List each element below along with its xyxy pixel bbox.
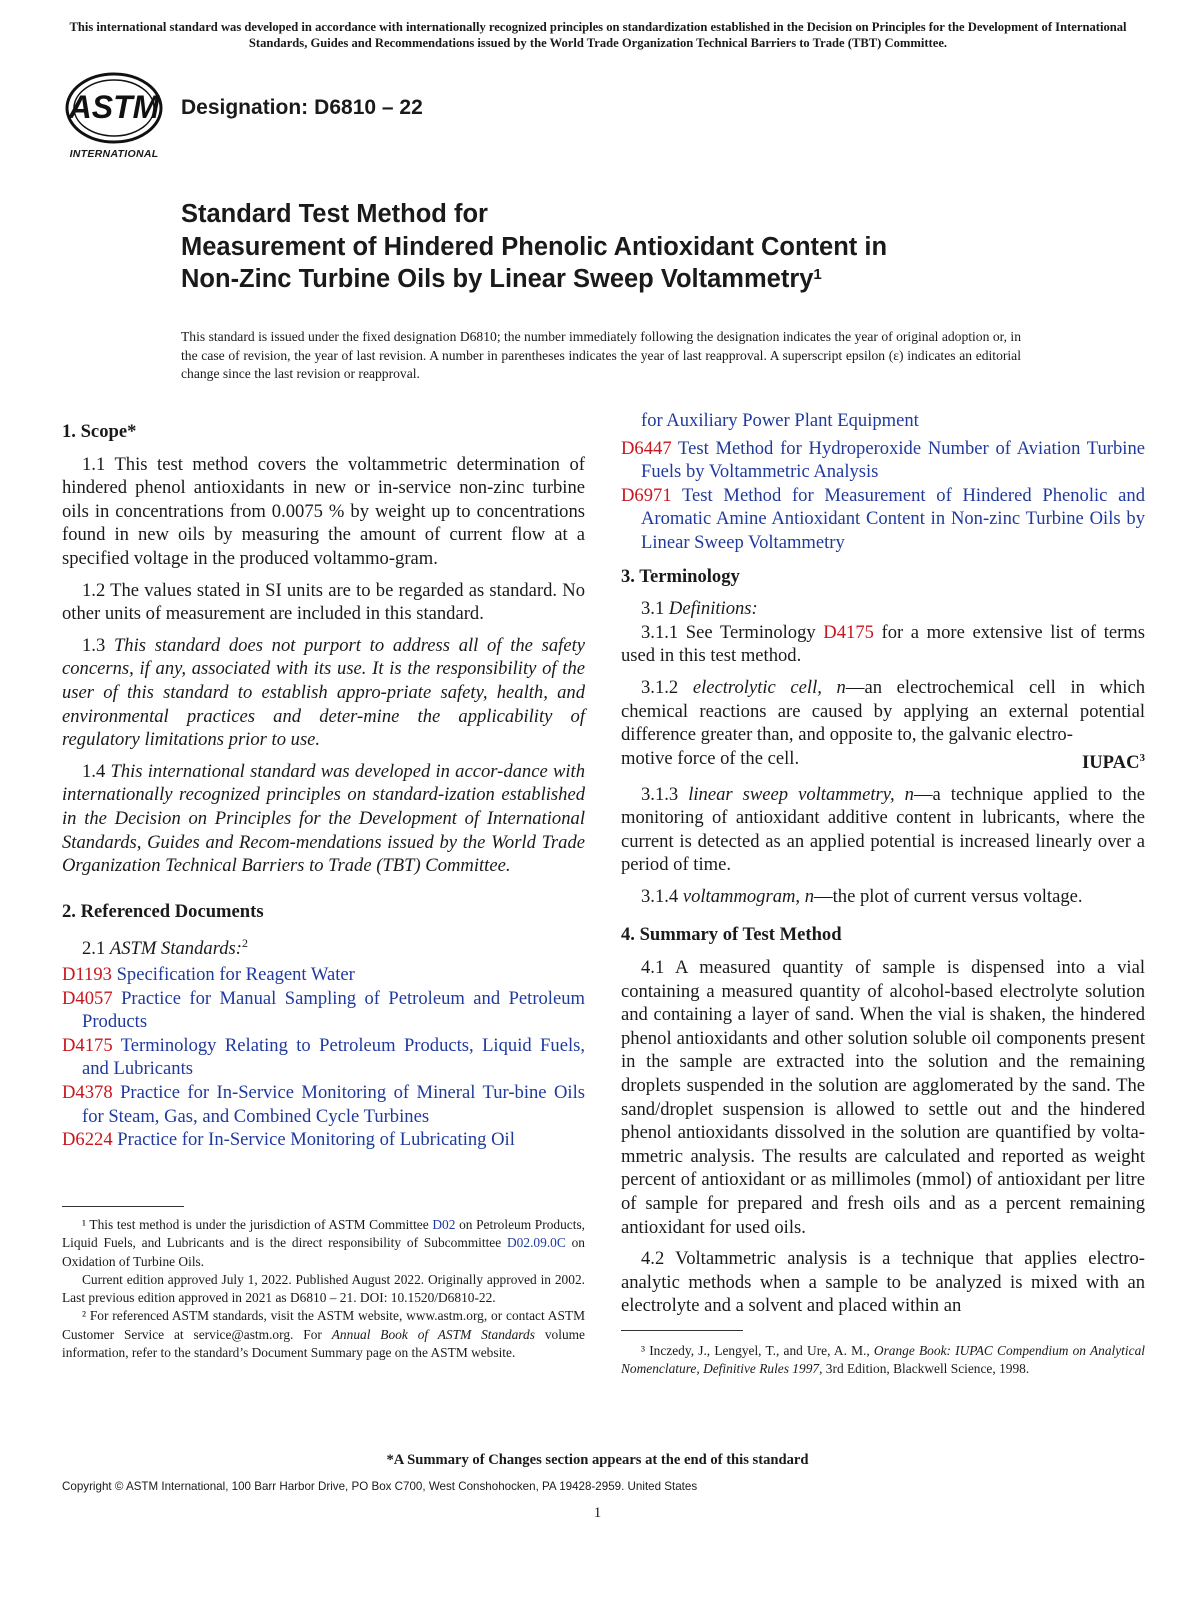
astm-logo — [64, 70, 164, 164]
reference-title[interactable]: Practice for In-Service Monitoring of Lubricating Oil — [117, 1129, 515, 1151]
astm-international-label: INTERNATIONAL — [69, 148, 159, 160]
footnote-rule-right — [621, 1330, 743, 1331]
reference-item-d6224[interactable] — [62, 1128, 585, 1152]
para-3-1-2-end: motive force of the cell. IUPAC$^3$ — [621, 747, 1145, 773]
reference-title[interactable]: Practice for In-Service Monitoring of Mineral Tur-bine Oils for Steam, Gas, and Combined Cycle Turbines — [82, 1082, 585, 1127]
footnote-3: ³ Inczedy, J., Lengyel, T., and Ure, A. M., Orange Book: IUPAC Compendium on Analytical Nomenclature, Definitive Rules 1997, 3rd Edition, Blackwell Science, 1998. — [621, 1343, 1145, 1377]
reference-list — [62, 963, 585, 1152]
reference-continued: for Auxiliary Power Plant Equipment — [641, 410, 919, 431]
copyright: Copyright © ASTM International, 100 Barr Harbor Drive, PO Box C700, West Conshohocken, PA 19428-2959. United States — [62, 1480, 698, 1493]
footnote-rule-left — [62, 1206, 184, 1207]
reference-item-d4378[interactable] — [62, 1081, 585, 1128]
link-d4175[interactable]: D4175 — [823, 621, 874, 643]
footnote-1-edition: Current edition approved July 1, 2022. Published August 2022. Originally approved in 2002. Last previous edition approved in 2021 as D6810 – 21. DOI: 10.1520/D6810-22. — [62, 1271, 585, 1306]
title-footnote-mark: 1 — [813, 266, 822, 283]
reference-code[interactable]: D6447 — [621, 437, 672, 459]
reference-title[interactable]: Specification for Reagent Water — [116, 964, 355, 986]
referenced-heading: 2. Referenced Documents — [62, 900, 264, 922]
reference-item-d6971[interactable] — [621, 484, 1145, 555]
right-column — [621, 409, 1145, 1326]
para-1-4: 1.4 This international standard was developed in accor-dance with internationally recognized principles on standard-ization established in the Decision on Principles for the Development of International Standards, Guides and Recom-mendations issued by the World Trade Organization Technical Barriers to Trade (TBT) Committee. — [62, 760, 585, 877]
para-3-1-4: 3.1.4 voltammogram, n—the plot of current versus voltage. — [641, 885, 1083, 907]
para-1-3: 1.3 This standard does not purport to address all of the safety concerns, if any, associated with its use. It is the responsibility of the user of this standard to establish appro-priate safety, health, and environmental practices and deter-mine the applicability of regulatory limitations prior to use. — [62, 634, 585, 751]
reference-item-d4175[interactable] — [62, 1034, 585, 1081]
reference-title[interactable]: Terminology Relating to Petroleum Products, Liquid Fuels, and Lubricants — [82, 1034, 585, 1080]
reference-code[interactable]: D6224 — [62, 1129, 113, 1151]
designation-code: D6810 – 22 — [314, 96, 423, 119]
reference-list-continued — [621, 437, 1145, 555]
designation-label: Designation: — [181, 96, 309, 119]
para-3-1-1: 3.1.1 See Terminology D4175 for a more extensive list of terms used in this test method. — [621, 621, 1146, 667]
para-3-1-3: 3.1.3 linear sweep voltammetry, n—a technique applied to the monitoring of antioxidant additive content in lubricants, where the current is detected as an applied potential is increased linearly over a period of time. — [621, 783, 1145, 876]
astm-logo-icon — [64, 70, 164, 148]
designation — [181, 96, 423, 120]
para-3-1-2: 3.1.2 electrolytic cell, n—an electrochemical cell in which chemical reactions are caused by applying an external potential difference greater than, and opposite to, the galvanic electro- — [621, 676, 1145, 746]
reference-title[interactable]: Test Method for Hydroperoxide Number of Aviation Turbine Fuels by Voltammetric Analysis — [641, 437, 1146, 483]
tbt-notice: This international standard was developed in accordance with internationally recognized principles on standardization established in the Decision on Principles for the Development of International Standards, Guides and Recommendations issued by the World Trade Organization Technical Barriers to Trade (TBT) Committee. — [69, 20, 1127, 50]
para-4-2: 4.2 Voltammetric analysis is a technique that applies electro-analytic methods when a sample to be analyzed is mixed with an electrolyte and a solvent and placed within an — [621, 1248, 1145, 1317]
reference-title[interactable]: Practice for Manual Sampling of Petroleum and Petroleum Products — [82, 987, 585, 1033]
summary-heading: 4. Summary of Test Method — [621, 924, 842, 946]
iupac-label: IUPAC$^3$ — [1082, 751, 1145, 773]
summary-of-changes-note: *A Summary of Changes section appears at the end of this standard — [386, 1452, 809, 1468]
reference-item-d4057[interactable] — [62, 987, 585, 1034]
astm-wordmark: ASTM — [68, 89, 160, 125]
footnotes-right — [621, 1342, 1145, 1379]
title-line-3: Non-Zinc Turbine Oils by Linear Sweep Voltammetry$^1$ — [181, 265, 822, 293]
para-1-2: 1.2 The values stated in SI units are to be regarded as standard. No other units of measurement are included in this standard. — [62, 579, 585, 625]
left-column — [62, 420, 585, 1152]
reference-code[interactable]: D1193 — [62, 964, 112, 986]
para-4-1: 4.1 A measured quantity of sample is dispensed into a vial containing a measured quantity of alcohol-based electrolyte solution and containing a layer of sand. When the vial is shaken, the hindered phenol antioxidants and other solution soluble oil components present in the sample are extracted into the solution and the remaining droplets suspended in the solution are agglomerated by the sand. The sand/droplet suspension is allowed to settle out and the hindered phenol antioxidants dissolved in the solution are quantified by volta-mmetric analysis. The results are calculated and reported as weight percent of antioxidant or as millimoles (mmol) of antioxidant per litre of sample for prepared and fresh oils and as a percent remaining antioxidant for used oils. — [621, 957, 1145, 1238]
reference-title[interactable]: Test Method for Measurement of Hindered Phenolic and Aromatic Amine Antioxidant Content in Non-zinc Turbine Oils by Linear Sweep Voltammetry — [641, 484, 1145, 553]
para-1-1: 1.1 This test method covers the voltammetric determination of hindered phenol antioxidants in new or in-service non-zinc turbine oils in concentrations from 0.0075 % by weight up to concentrations found in new oils by measuring the amount of current flow at a specified voltage in the produced voltammo-gram. — [62, 453, 585, 569]
reference-item-d6447[interactable] — [621, 437, 1145, 484]
link-d02-09-0c[interactable]: D02.09.0C — [507, 1235, 566, 1251]
footnotes-left — [62, 1216, 585, 1362]
reference-code[interactable]: D4378 — [62, 1082, 113, 1104]
terminology-heading: 3. Terminology — [621, 565, 740, 587]
para-3-1: 3.1 Definitions: — [641, 598, 758, 620]
para-2-1: 2.1 ASTM Standards:$^2$ — [82, 936, 248, 960]
document-title — [181, 198, 1081, 296]
link-d02[interactable]: D02 — [432, 1217, 456, 1232]
reference-code[interactable]: D6971 — [621, 484, 672, 506]
reference-code[interactable]: D4057 — [62, 987, 113, 1009]
issued-notice: This standard is issued under the fixed designation D6810; the number immediately following the designation indicates the year of original adoption or, in the case of revision, the year of last revision. A number in parentheses indicates the year of last reapproval. A superscript epsilon (ε) indicates an editorial change since the last revision or reapproval. — [181, 329, 1021, 381]
page-number: 1 — [593, 1505, 602, 1521]
scope-heading: 1. Scope* — [62, 421, 137, 442]
title-line-1: Standard Test Method for — [181, 200, 488, 228]
title-line-2: Measurement of Hindered Phenolic Antioxidant Content in — [181, 232, 888, 261]
reference-item-d1193[interactable] — [62, 963, 585, 987]
footnote-2: ² For referenced ASTM standards, visit the ASTM website, www.astm.org, or contact ASTM Customer Service at service@astm.org. For Annual Book of ASTM Standards volume information, refer to the standard’s Document Summary page on the ASTM website. — [62, 1308, 585, 1361]
reference-code[interactable]: D4175 — [62, 1034, 113, 1056]
footnote-1: ¹ This test method is under the jurisdiction of ASTM Committee D02 on Petroleum Products, Liquid Fuels, and Lubricants and is the direct responsibility of Subcommittee D02.09.0C on Oxidation of Turbine Oils. — [62, 1217, 585, 1269]
